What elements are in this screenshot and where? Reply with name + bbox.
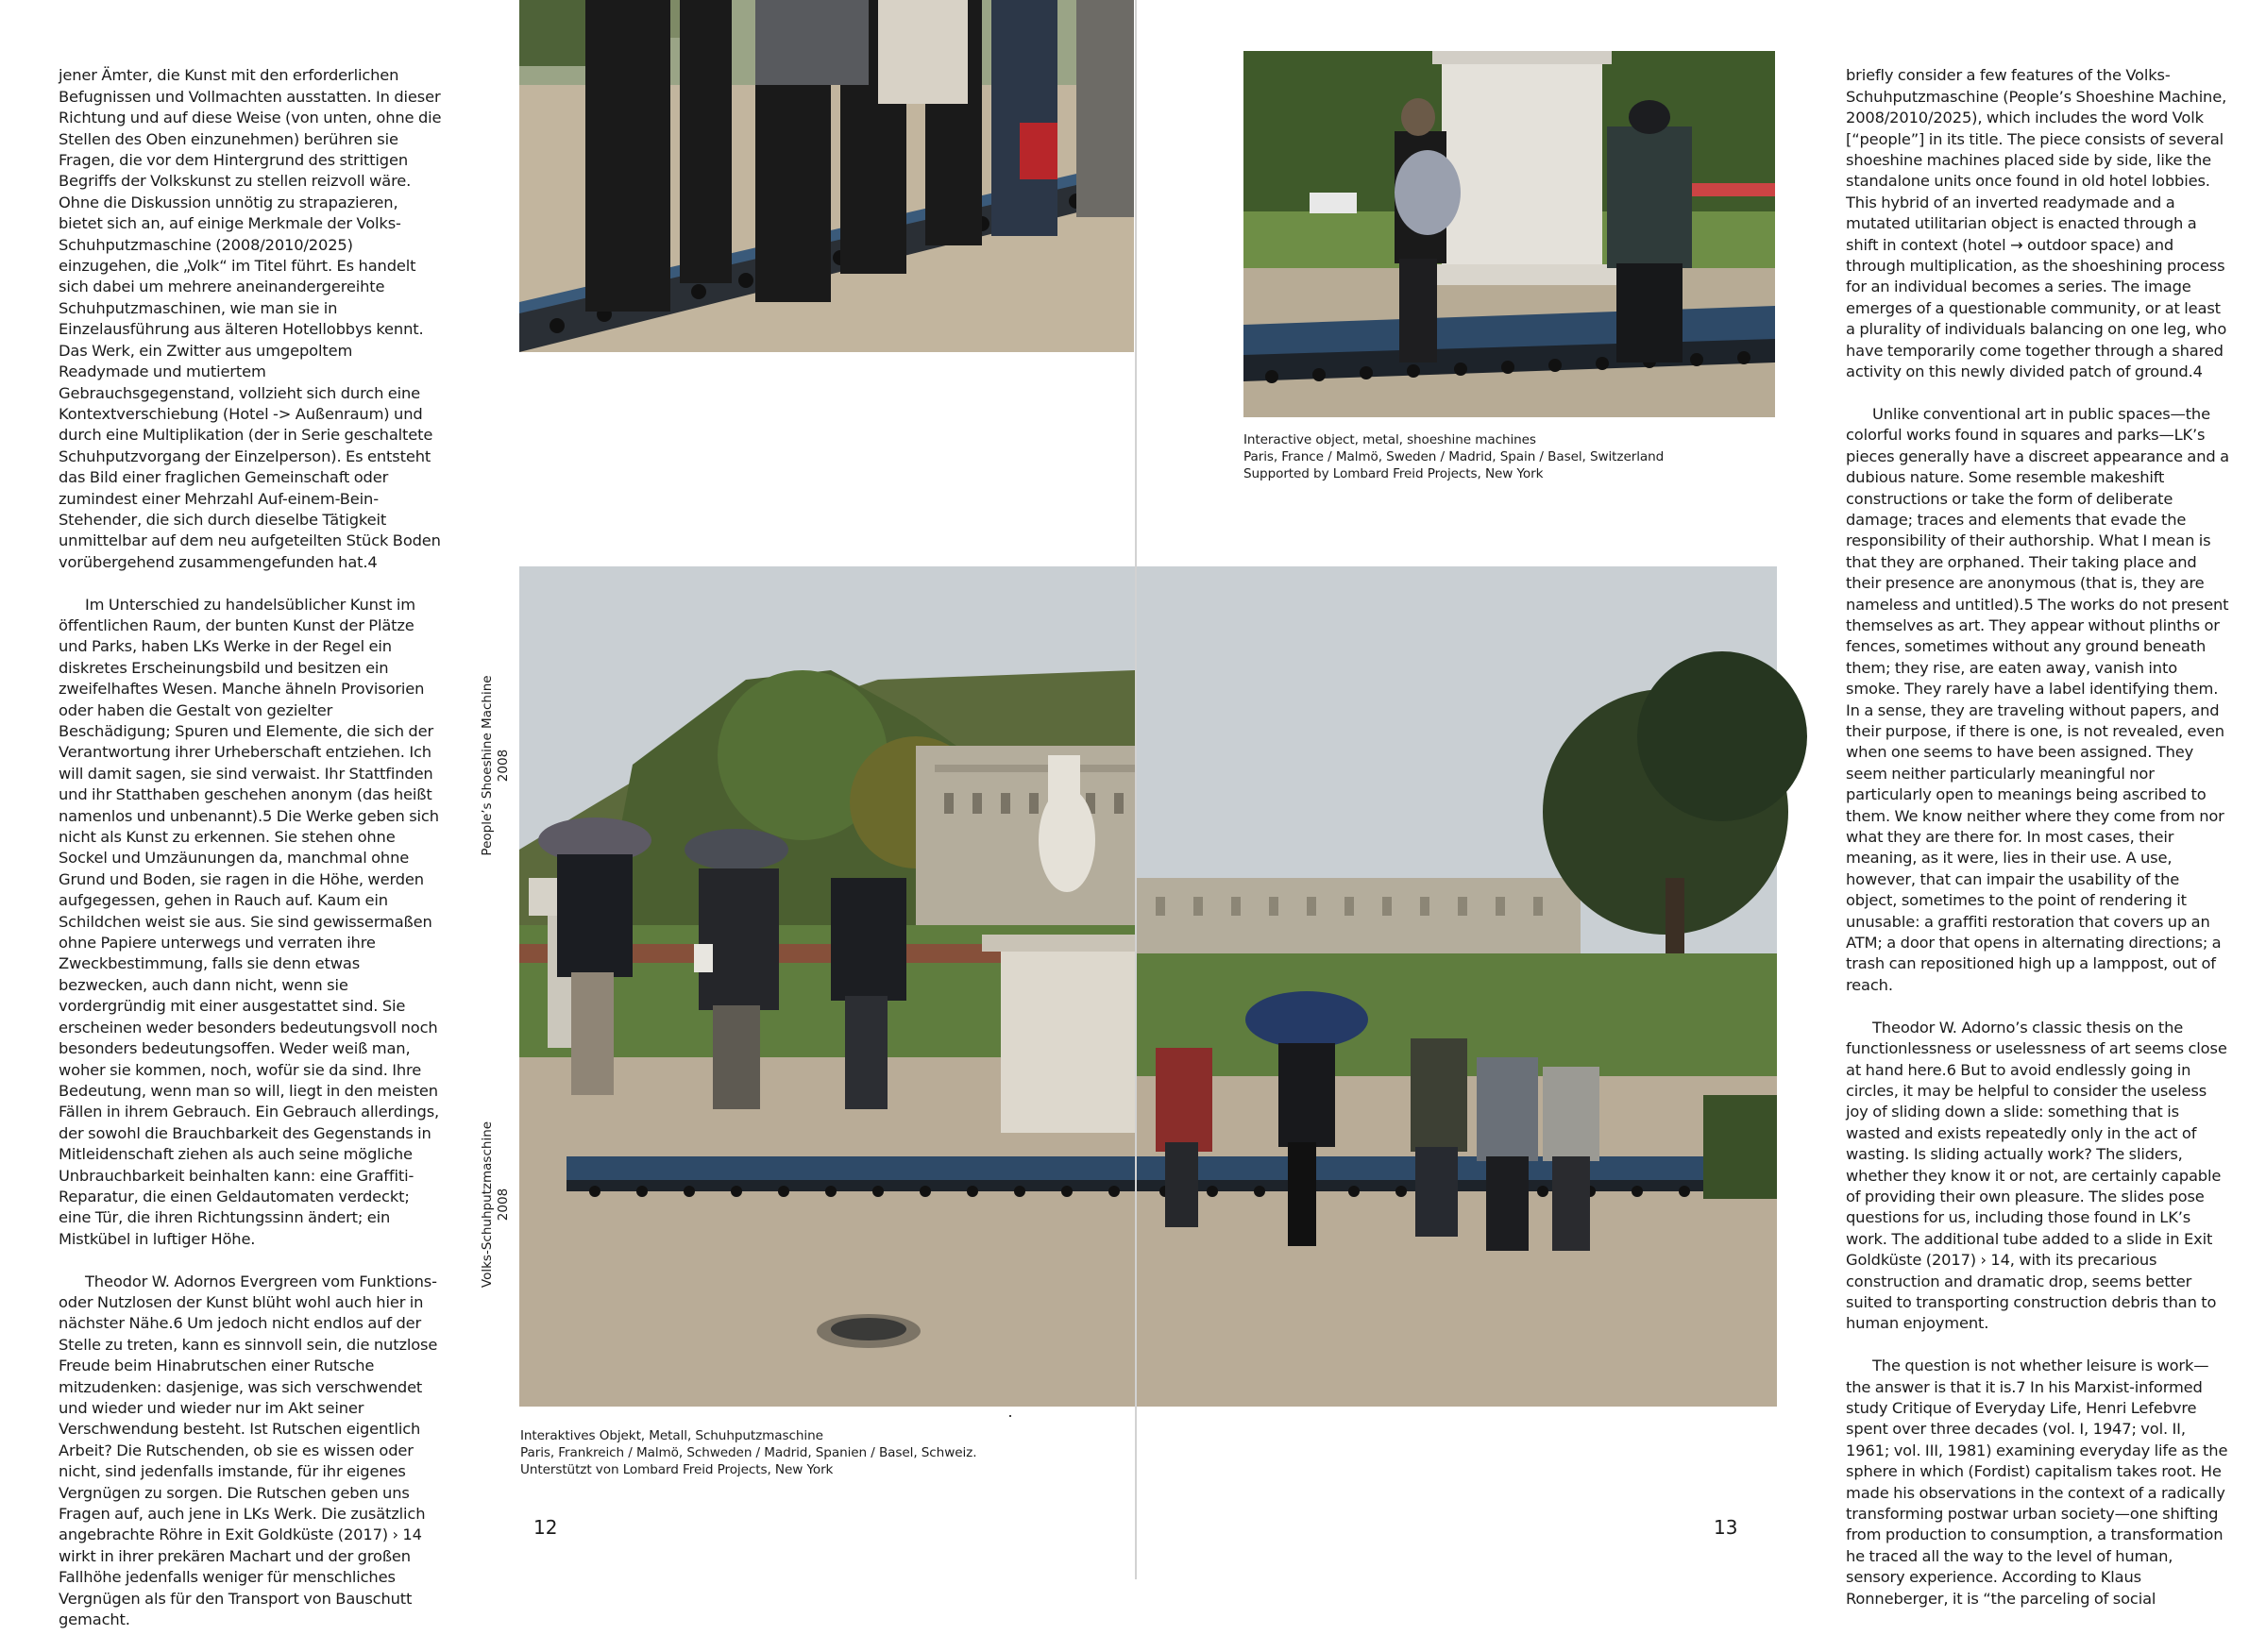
photo-caption-english: Interactive object, metal, shoeshine machines Paris, France / Malmö, Sweden / Madrid, Spain / Basel, Switzerland Supported by Lombard Freid Projects, New York [1243, 432, 1665, 481]
paragraph: Theodor W. Adornos Evergreen vom Funktions- oder Nutzlosen der Kunst blüht wohl auch hier in nächster Nähe.6 Um jedoch nicht endlos auf der Stelle zu treten, kann es sinnvoll sein, die nutzlose Freude beim Hinabrutschen einer Rutsche mitzudenken: dasjenige, was sich verschwendet und wieder und wieder nur im Akt seiner Verschwendung besteht. Ist Rutschen eigentlich Arbeit? Die Rutschenden, ob sie es wissen oder nicht, sind jedenfalls imstande, für ihr eigenes Vergnügen zu sorgen. Die Rutschen geben uns Fragen auf, auch jene in LKs Werk. Die zusätzlich angebrachte Röhre in Exit Goldküste (2017) › 14 wirkt in ihrer prekären Machart und der großen Fallhöhe jedenfalls weniger für menschliches Vergnügen als für den Transport von Bauschutt gemacht. [59, 1272, 438, 1629]
paragraph: Im Unterschied zu handelsüblicher Kunst im öffentlichen Raum, der bunten Kunst der Plätze und Parks, haben LKs Werke in der Regel ein diskretes Erscheinungsbild und besitzen ein zweifelhaftes Wesen. Manche ähneln Provisorien oder haben die Gestalt von gezielter Beschädigung; Spuren und Elemente, die sich der Verantwortung ihrer Urheberschaft entziehen. Ich will damit sagen, sie sind verwaist. Ihr Stattfinden und ihr Statthaben geschehen anonym (das heißt namenlos und unbenannt).5 Die Werke geben sich nicht als Kunst zu erkennen. Sie stehen ohne Sockel und Umzäunungen da, manchmal ohne Grund und Boden, sie ragen in die Höhe, werden aufgegessen, gehen in Rauch auf. Kaum ein Schildchen weist sie aus. Sie sind gewissermaßen ohne Papiere unterwegs und verraten ihre Zweckbestimmung, falls sie denn etwas bezwecken, auch dann nicht, wenn sie vordergründig mit einer ausgestattet sind. Sie erscheinen weder besonders bedeutungsvoll noch besonders bedeutungsoffen. Weder weiß man, woher sie kommen, noch, wofür sie da sind. Ihre Bedeutung, wenn man so will, liegt in den meisten Fällen in ihrem Gebrauch. Ein Gebrauch allerdings, der sowohl die Brauchbarkeit des Gegenstands in Mitleidenschaft ziehen als auch seine mögliche Unbrauchbarkeit beinhalten kann: eine Graffiti-Reparatur, die einen Geldautomaten verdeckt; eine Tür, die ihren Richtungssinn ändert; ein Mistkübel in luftiger Höhe. [59, 595, 440, 1248]
photo-caption-german: Interaktives Objekt, Metall, Schuhputzmaschine Paris, Frankreich / Malmö, Schweden / Madrid, Spanien / Basel, Schweiz. Unterstützt von Lombard Freid Projects, New York [520, 1428, 977, 1477]
vertical-work-title-en: People’s Shoeshine Machine 2008 [480, 675, 511, 856]
photo-legs-on-shoeshine-machines [519, 0, 1134, 352]
photo-tuileries-umbrellas-shoeshine-row [519, 566, 1135, 1407]
body-text-german [59, 44, 444, 1629]
vertical-work-title-de: Volks-Schuhputzmaschine 2008 [480, 1121, 511, 1289]
body-text-english [1846, 44, 2233, 1608]
paragraph: The question is not whether leisure is work—the answer is that it is.7 In his Marxist-informed study Critique of Everyday Life, Henri Lefebvre spent over three decades (vol. I, 1947; vol. II, 1961; vol. III, 1981) examining everyday life as the sphere in which (Fordist) capitalism takes root. He made his observations in the context of a radically transforming postwar urban society—one shifting from production to consumption, a transformation he traced all the way to the level of human, sensory experience. According to Klaus Ronneberger, it is “the parceling of social [1846, 1357, 2228, 1608]
left-page [0, 0, 1135, 1629]
photo-people-at-statue-base [1243, 51, 1775, 417]
paragraph: Unlike conventional art in public spaces—the colorful works found in squares and parks—LK’s pieces generally have a discreet appearance and a dubious nature. Some resemble makeshift constructions or take the form of deliberate damage; traces and elements that evade the responsibility of their authorship. What I mean is that they are orphaned. Their taking place and their presence are anonymous (that is, they are nameless and untitled).5 The works do not present themselves as art. They appear without plinths or fences, sometimes without any ground beneath them; they rise, are eaten away, vanish into smoke. They rarely have a label identifying them. In a sense, they are traveling without papers, and their purpose, if there is one, is not revealed, even when one seems to have been assigned. They seem neither particularly meaningful nor particularly open to meanings being ascribed to them. We know neither where they come from nor what they are there for. In most cases, their meaning, as it were, lies in their use. A use, however, that can impair the usability of the object, sometimes to the point of rendering it unusable: a graffiti restoration that covers up an ATM; a door that opens in alternating directions; a trash can repositioned high up a lamppost, out of reach. [1846, 404, 2229, 994]
page-number: 13 [1714, 1516, 1738, 1539]
paragraph: jener Ämter, die Kunst mit den erforderlichen Befugnissen und Vollmachten ausstatten. In dieser Richtung und auf diese Weise (von unten, ohne die Stellen des Oben einzunehmen) berühren sie Fragen, die vor dem Hintergrund des strittigen Begriffs der Volkskunst zu stellen reizvoll wäre. Ohne die Diskussion unnötig zu strapazieren, bietet sich an, auf einige Merkmale der Volks-Schuhputzmaschine (2008/2010/2025) einzugehen, die „Volk“ im Titel führt. Es handelt sich dabei um mehrere aneinandergereihte Schuhputzmaschinen, wie man sie in Einzelausführung aus älteren Hotellobbys kennt. Das Werk, ein Zwitter aus umgepoltem Readymade und mutiertem Gebrauchsgegenstand, vollzieht sich durch eine Kontextverschiebung (Hotel -> Außenraum) und durch eine Multiplikation (der in Serie geschaltete Schuhputzvorgang der Einzelperson). Es entsteht das Bild einer fraglichen Gemeinschaft oder zumindest einer Mehrzahl Auf-einem-Bein-Stehender, die sich durch dieselbe Tätigkeit unmittelbar auf dem neu aufgeteilten Stück Boden vorübergehend zusammengefunden hat.4 [59, 66, 442, 571]
right-page [1137, 0, 2266, 1608]
paragraph: briefly consider a few features of the Volks-Schuhputzmaschine (People’s Shoeshine Machine, 2008/2010/2025), which includes the word Volk [“people”] in its title. The piece consists of several shoeshine machines placed side by side, like the standalone units once found in old hotel lobbies. This hybrid of an inverted readymade and a mutated utilitarian object is enacted through a shift in context (hotel → outdoor space) and through multiplication, as the shoeshining process for an individual becomes a series. The image emerges of a questionable community, or at least a plurality of individuals balancing on one leg, who have temporarily come together through a shared activity on this newly divided patch of ground.4 [1846, 66, 2227, 381]
page-number: 12 [533, 1516, 558, 1539]
paragraph: Theodor W. Adorno’s classic thesis on the functionlessness or uselessness of art seems close at hand here.6 But to avoid endlessly going in circles, it may be helpful to consider the useless joy of sliding down a slide: something that is wasted and exists repeatedly only in the act of wasting. Is sliding actually work? The sliders, whether they know it or not, are certainly capable of providing their own pleasure. The slides pose questions for us, including those found in LK’s work. The additional tube added to a slide in Exit Goldküste (2017) › 14, with its precarious construction and dramatic drop, seems better suited to transporting construction debris than to human enjoyment. [1846, 1018, 2227, 1333]
photo-tuileries-umbrellas-shoeshine-row-continued [1137, 566, 1777, 1407]
